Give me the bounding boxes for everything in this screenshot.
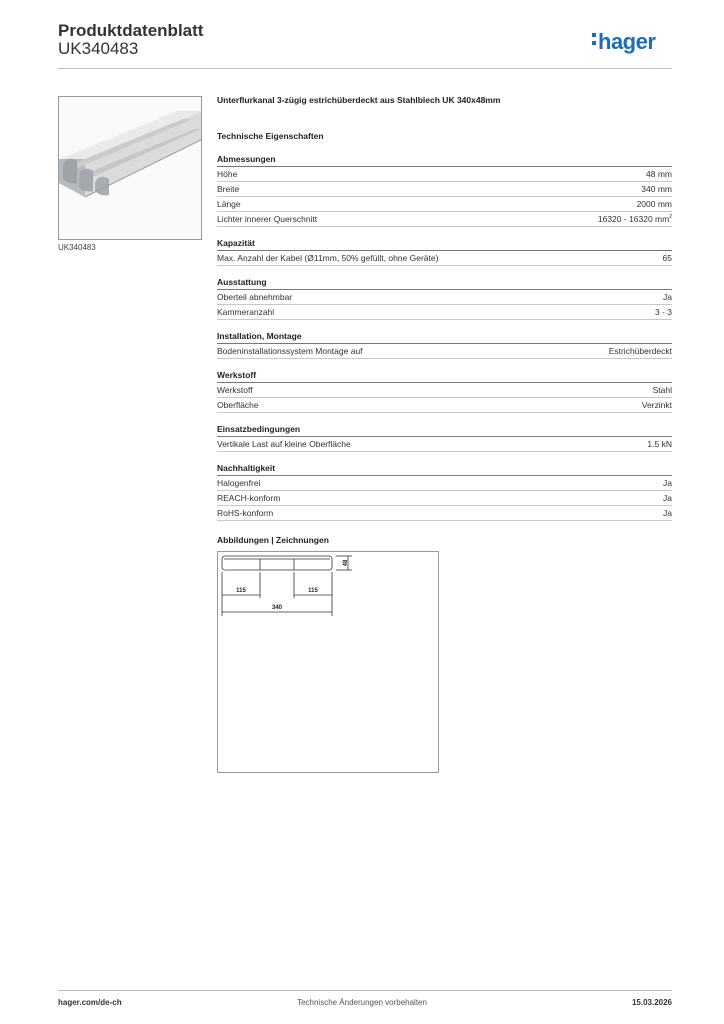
- spec-section: [217, 423, 672, 452]
- hager-logo: [592, 29, 655, 55]
- spec-value-cell: [609, 344, 672, 358]
- spec-value: 16320 - 16320 mm: [597, 214, 670, 224]
- spec-value: Ja: [663, 478, 672, 488]
- spec-row: [217, 344, 672, 359]
- spec-section: [217, 276, 672, 320]
- spec-value: 340 mm: [641, 184, 672, 194]
- spec-value-cell: [646, 167, 672, 181]
- product-photo: [58, 96, 202, 240]
- spec-row: [217, 251, 672, 266]
- footer-disclaimer: Technische Änderungen vorbehalten: [297, 998, 427, 1007]
- cross-section-drawing: [218, 552, 440, 774]
- spec-row: [217, 305, 672, 320]
- spec-value-cell: [653, 383, 672, 397]
- spec-label: Halogenfrei: [217, 478, 261, 488]
- spec-label: Lichter innerer Querschnitt: [217, 214, 318, 224]
- spec-value-cell: [637, 197, 672, 211]
- spec-value: Stahl: [652, 385, 672, 395]
- spec-row: [217, 167, 672, 182]
- spec-row: [217, 491, 672, 506]
- spec-label: Oberteil abnehmbar: [217, 292, 293, 302]
- spec-value: Verzinkt: [641, 400, 672, 410]
- section-title: Installation, Montage: [217, 330, 672, 344]
- dim-right-label: 115: [308, 588, 318, 594]
- spec-row: [217, 182, 672, 197]
- spec-value-cell: [663, 251, 672, 265]
- spec-label: Kammeranzahl: [217, 307, 275, 317]
- spec-label: Breite: [217, 184, 240, 194]
- spec-value: 65: [662, 253, 672, 263]
- product-code: UK340483: [58, 39, 139, 58]
- page-title: Produktdatenblatt: [58, 21, 204, 40]
- dim-left-label: 115: [236, 588, 246, 594]
- product-title: Unterflurkanal 3-zügig estrichüberdeckt aus Stahlblech UK 340x48mm: [217, 95, 501, 105]
- cable-duct-illustration: [59, 97, 202, 240]
- spec-value-cell: [663, 476, 672, 490]
- spec-value: 1.5 kN: [647, 439, 672, 449]
- section-title: Werkstoff: [217, 369, 672, 383]
- dim-total-label: 340: [271, 605, 283, 611]
- tech-properties-heading: Technische Eigenschaften: [217, 131, 324, 141]
- spec-label: Bodeninstallationssystem Montage auf: [217, 346, 363, 356]
- section-title: Abmessungen: [217, 153, 672, 167]
- spec-value-cell: [663, 290, 672, 304]
- spec-value: 3 - 3: [654, 307, 672, 317]
- spec-label: Oberfläche: [217, 400, 259, 410]
- spec-label: Vertikale Last auf kleine Oberfläche: [217, 439, 351, 449]
- spec-label: Höhe: [217, 169, 238, 179]
- spec-value-cell: [663, 506, 672, 520]
- spec-section: [217, 369, 672, 413]
- spec-row: [217, 437, 672, 452]
- footer-divider: [58, 990, 672, 991]
- spec-value: Estrichüberdeckt: [608, 346, 672, 356]
- spec-row: [217, 383, 672, 398]
- figures-heading: Abbildungen | Zeichnungen: [217, 535, 329, 545]
- spec-label: Max. Anzahl der Kabel (Ø11mm, 50% gefüllt, ohne Geräte): [217, 253, 439, 263]
- spec-section: [217, 153, 672, 227]
- spec-row: [217, 197, 672, 212]
- spec-value-cell: [598, 212, 672, 226]
- spec-value: 2000 mm: [636, 199, 672, 209]
- spec-value: 48 mm: [646, 169, 672, 179]
- spec-section: [217, 462, 672, 521]
- spec-sections: [217, 153, 672, 521]
- spec-label: Werkstoff: [217, 385, 253, 395]
- section-title: Ausstattung: [217, 276, 672, 290]
- section-title: Kapazität: [217, 237, 672, 251]
- spec-label: Länge: [217, 199, 241, 209]
- spec-row: [217, 290, 672, 305]
- spec-label: RoHS-konform: [217, 508, 274, 518]
- photo-caption: UK340483: [58, 243, 96, 252]
- section-title: Einsatzbedingungen: [217, 423, 672, 437]
- spec-value: Ja: [663, 508, 672, 518]
- technical-drawing: [217, 551, 439, 773]
- spec-value-cell: [655, 305, 672, 319]
- section-title: Nachhaltigkeit: [217, 462, 672, 476]
- spec-value-superscript: 2: [669, 214, 672, 221]
- spec-section: [217, 237, 672, 266]
- spec-row: [217, 212, 672, 227]
- spec-value-cell: [642, 398, 672, 412]
- header-divider: [58, 68, 672, 69]
- spec-row: [217, 506, 672, 521]
- spec-section: [217, 330, 672, 359]
- spec-row: [217, 398, 672, 413]
- footer-date: 15.03.2026: [631, 998, 672, 1007]
- spec-value-cell: [663, 491, 672, 505]
- spec-value-cell: [647, 437, 672, 451]
- logo-text: hager: [598, 29, 656, 54]
- spec-value-cell: [641, 182, 672, 196]
- spec-value: Ja: [663, 292, 672, 302]
- spec-row: [217, 476, 672, 491]
- footer-website[interactable]: hager.com/de-ch: [58, 998, 122, 1007]
- spec-value: Ja: [663, 493, 672, 503]
- spec-label: REACH-konform: [217, 493, 281, 503]
- dim-height-label: 48: [343, 559, 349, 567]
- spec-area: [217, 95, 672, 773]
